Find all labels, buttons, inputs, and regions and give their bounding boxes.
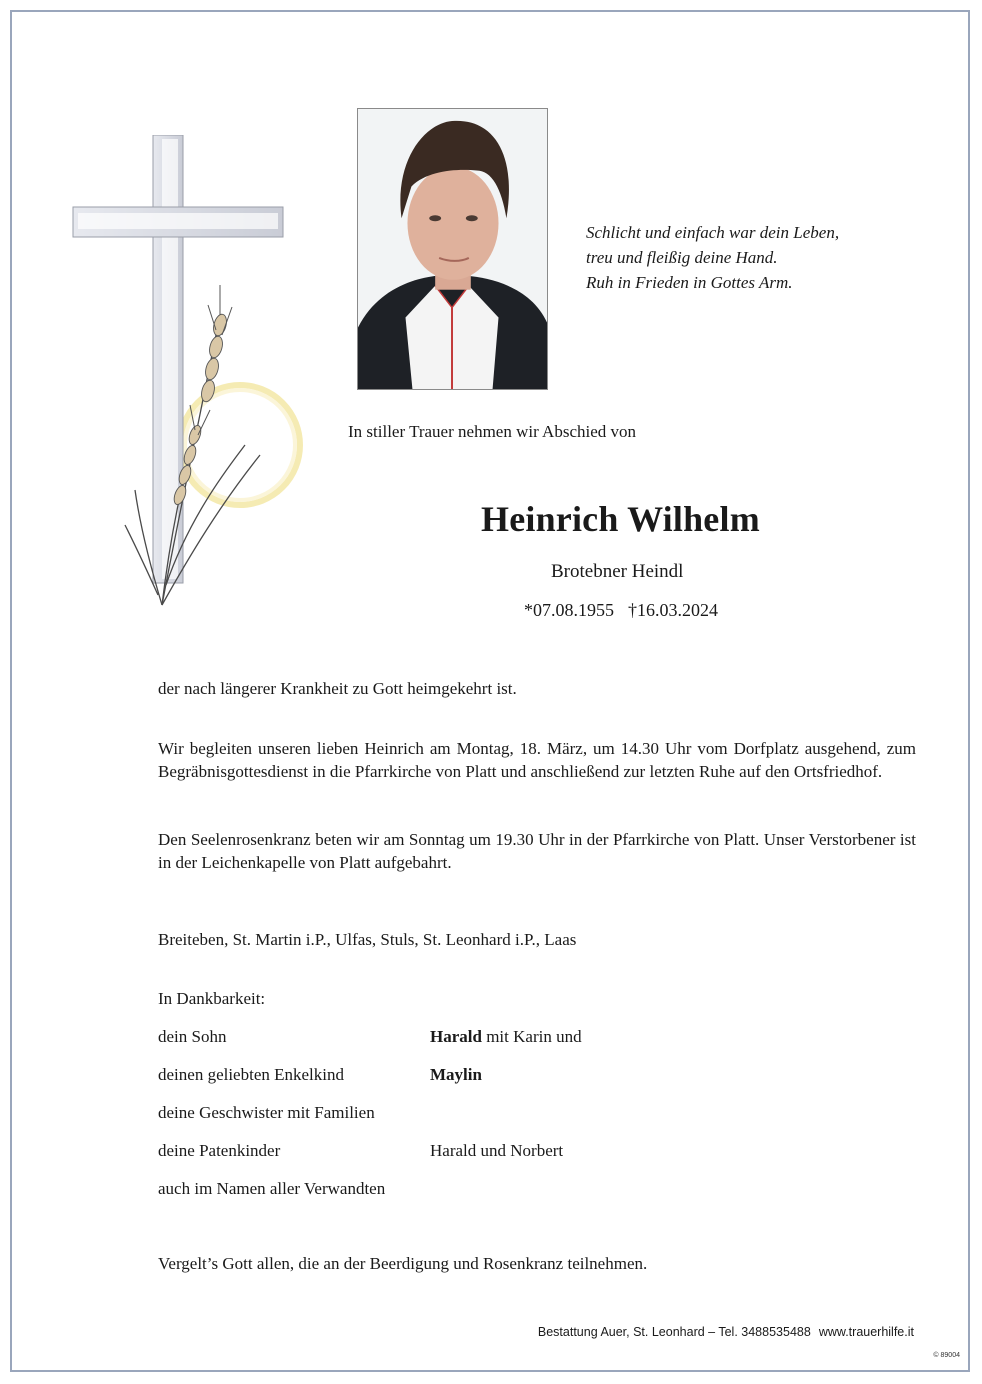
cross-with-wheat-illustration <box>70 135 320 610</box>
deceased-name: Heinrich Wilhelm <box>481 499 760 539</box>
mourner-names: Harald mit Karin und <box>430 1027 582 1046</box>
deceased-nickname: Brotebner Heindl <box>551 561 684 582</box>
template-code: © 89004 <box>933 1352 960 1359</box>
closing-thanks: Vergelt’s Gott allen, die an der Beerdigung und Rosenkranz teilnehmen. <box>158 1254 648 1273</box>
poem-line: Ruh in Frieden in Gottes Arm. <box>586 273 793 292</box>
poem <box>586 220 839 295</box>
mourner-names: Harald und Norbert <box>430 1141 564 1160</box>
mourner-relation: deine Geschwister mit Familien <box>158 1103 375 1122</box>
places-line: Breiteben, St. Martin i.P., Ulfas, Stuls, St. Leonhard i.P., Laas <box>158 930 577 949</box>
website-link[interactable]: www.trauerhilfe.it <box>818 1325 914 1339</box>
mourner-relation: deine Patenkinder <box>158 1141 281 1160</box>
thanks-heading: In Dankbarkeit: <box>158 989 266 1008</box>
birth-date: *07.08.1955 <box>524 600 614 620</box>
mourner-relation: deinen geliebten Enkelkind <box>158 1065 344 1084</box>
mourner-names: Maylin <box>430 1065 482 1084</box>
paragraph-funeral: Wir begleiten unseren lieben Heinrich am Montag, 18. März, um 14.30 Uhr vom Dorfplatz ausgehend, zum Begräbnisgottesdienst in die Pfarrkirche von Platt und anschließend zur letzten Ruhe auf den Ortsfriedhof. <box>158 739 916 781</box>
footer <box>530 1325 914 1339</box>
mourner-relation: dein Sohn <box>158 1027 227 1046</box>
life-dates <box>524 600 732 621</box>
paragraph-returned-home: der nach längerer Krankheit zu Gott heimgekehrt ist. <box>158 679 517 698</box>
death-date: †16.03.2024 <box>628 600 718 620</box>
poem-line: treu und fleißig deine Hand. <box>586 248 778 267</box>
intro-text: In stiller Trauer nehmen wir Abschied von <box>348 422 637 441</box>
poem-line: Schlicht und einfach war dein Leben, <box>586 223 840 242</box>
paragraph-rosary: Den Seelenrosenkranz beten wir am Sonntag um 19.30 Uhr in der Pfarrkirche von Platt. Unser Verstorbener ist in der Leichenkapelle von Platt aufgebahrt. <box>158 830 916 872</box>
undertaker-info: Bestattung Auer, St. Leonhard – Tel. 3488535488 <box>537 1325 811 1339</box>
portrait-photo <box>357 108 548 390</box>
mourner-relation: auch im Namen aller Verwandten <box>158 1179 386 1198</box>
